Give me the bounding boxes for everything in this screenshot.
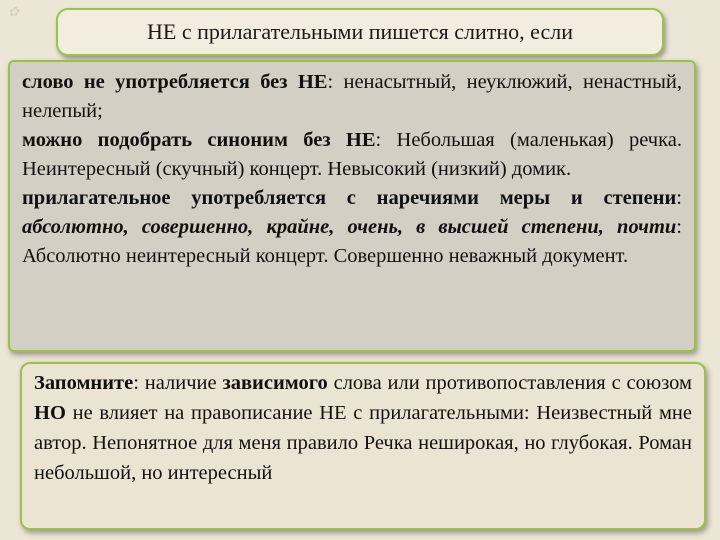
rule-3-adverbs: абсолютно, совершенно, крайне, очень, в высшей степени, почти [22, 216, 677, 238]
page-title: НЕ с прилагательными пишется слитно, если [147, 19, 573, 44]
note-part-3: не влияет на правописание НЕ с прилагательными: Неизвестный мне автор. Непонятное для меня правило Речка неширокая, но глубокая. Роман небольшой, но интересный [34, 402, 692, 484]
rule-1-examples: : ненасытный, неуклюжий, ненастный, нелепый; [22, 71, 683, 122]
note-part-2: слова или противопоставления с союзом [327, 372, 692, 394]
rule-3 [22, 184, 682, 271]
rule-3-examples: : Абсолютно неинтересный концерт. Совершенно неважный документ. [22, 216, 682, 267]
background-decoration: ✿ [8, 4, 19, 19]
note-bold-2: НО [34, 402, 66, 424]
note-bold-1: зависимого [222, 372, 328, 394]
rule-1 [22, 68, 682, 126]
rule-2 [22, 126, 682, 184]
note-text [34, 368, 692, 488]
rule-3-condition: прилагательное употребляется с наречиями меры и степени [22, 187, 677, 209]
rule-1-condition: слово не употребляется без НЕ [22, 71, 328, 93]
note-label: Запомните [34, 372, 134, 394]
rule-2-examples: : Небольшая (маленькая) речка. Неинтересный (скучный) концерт. Невысокий (низкий) домик. [22, 129, 682, 180]
rule-2-condition: можно подобрать синоним без НЕ [22, 129, 376, 151]
title-box [56, 8, 664, 56]
note-box [20, 362, 706, 530]
rules-box [8, 60, 696, 352]
note-part-1: : наличие [133, 372, 223, 394]
rule-3-colon: : [676, 187, 682, 209]
